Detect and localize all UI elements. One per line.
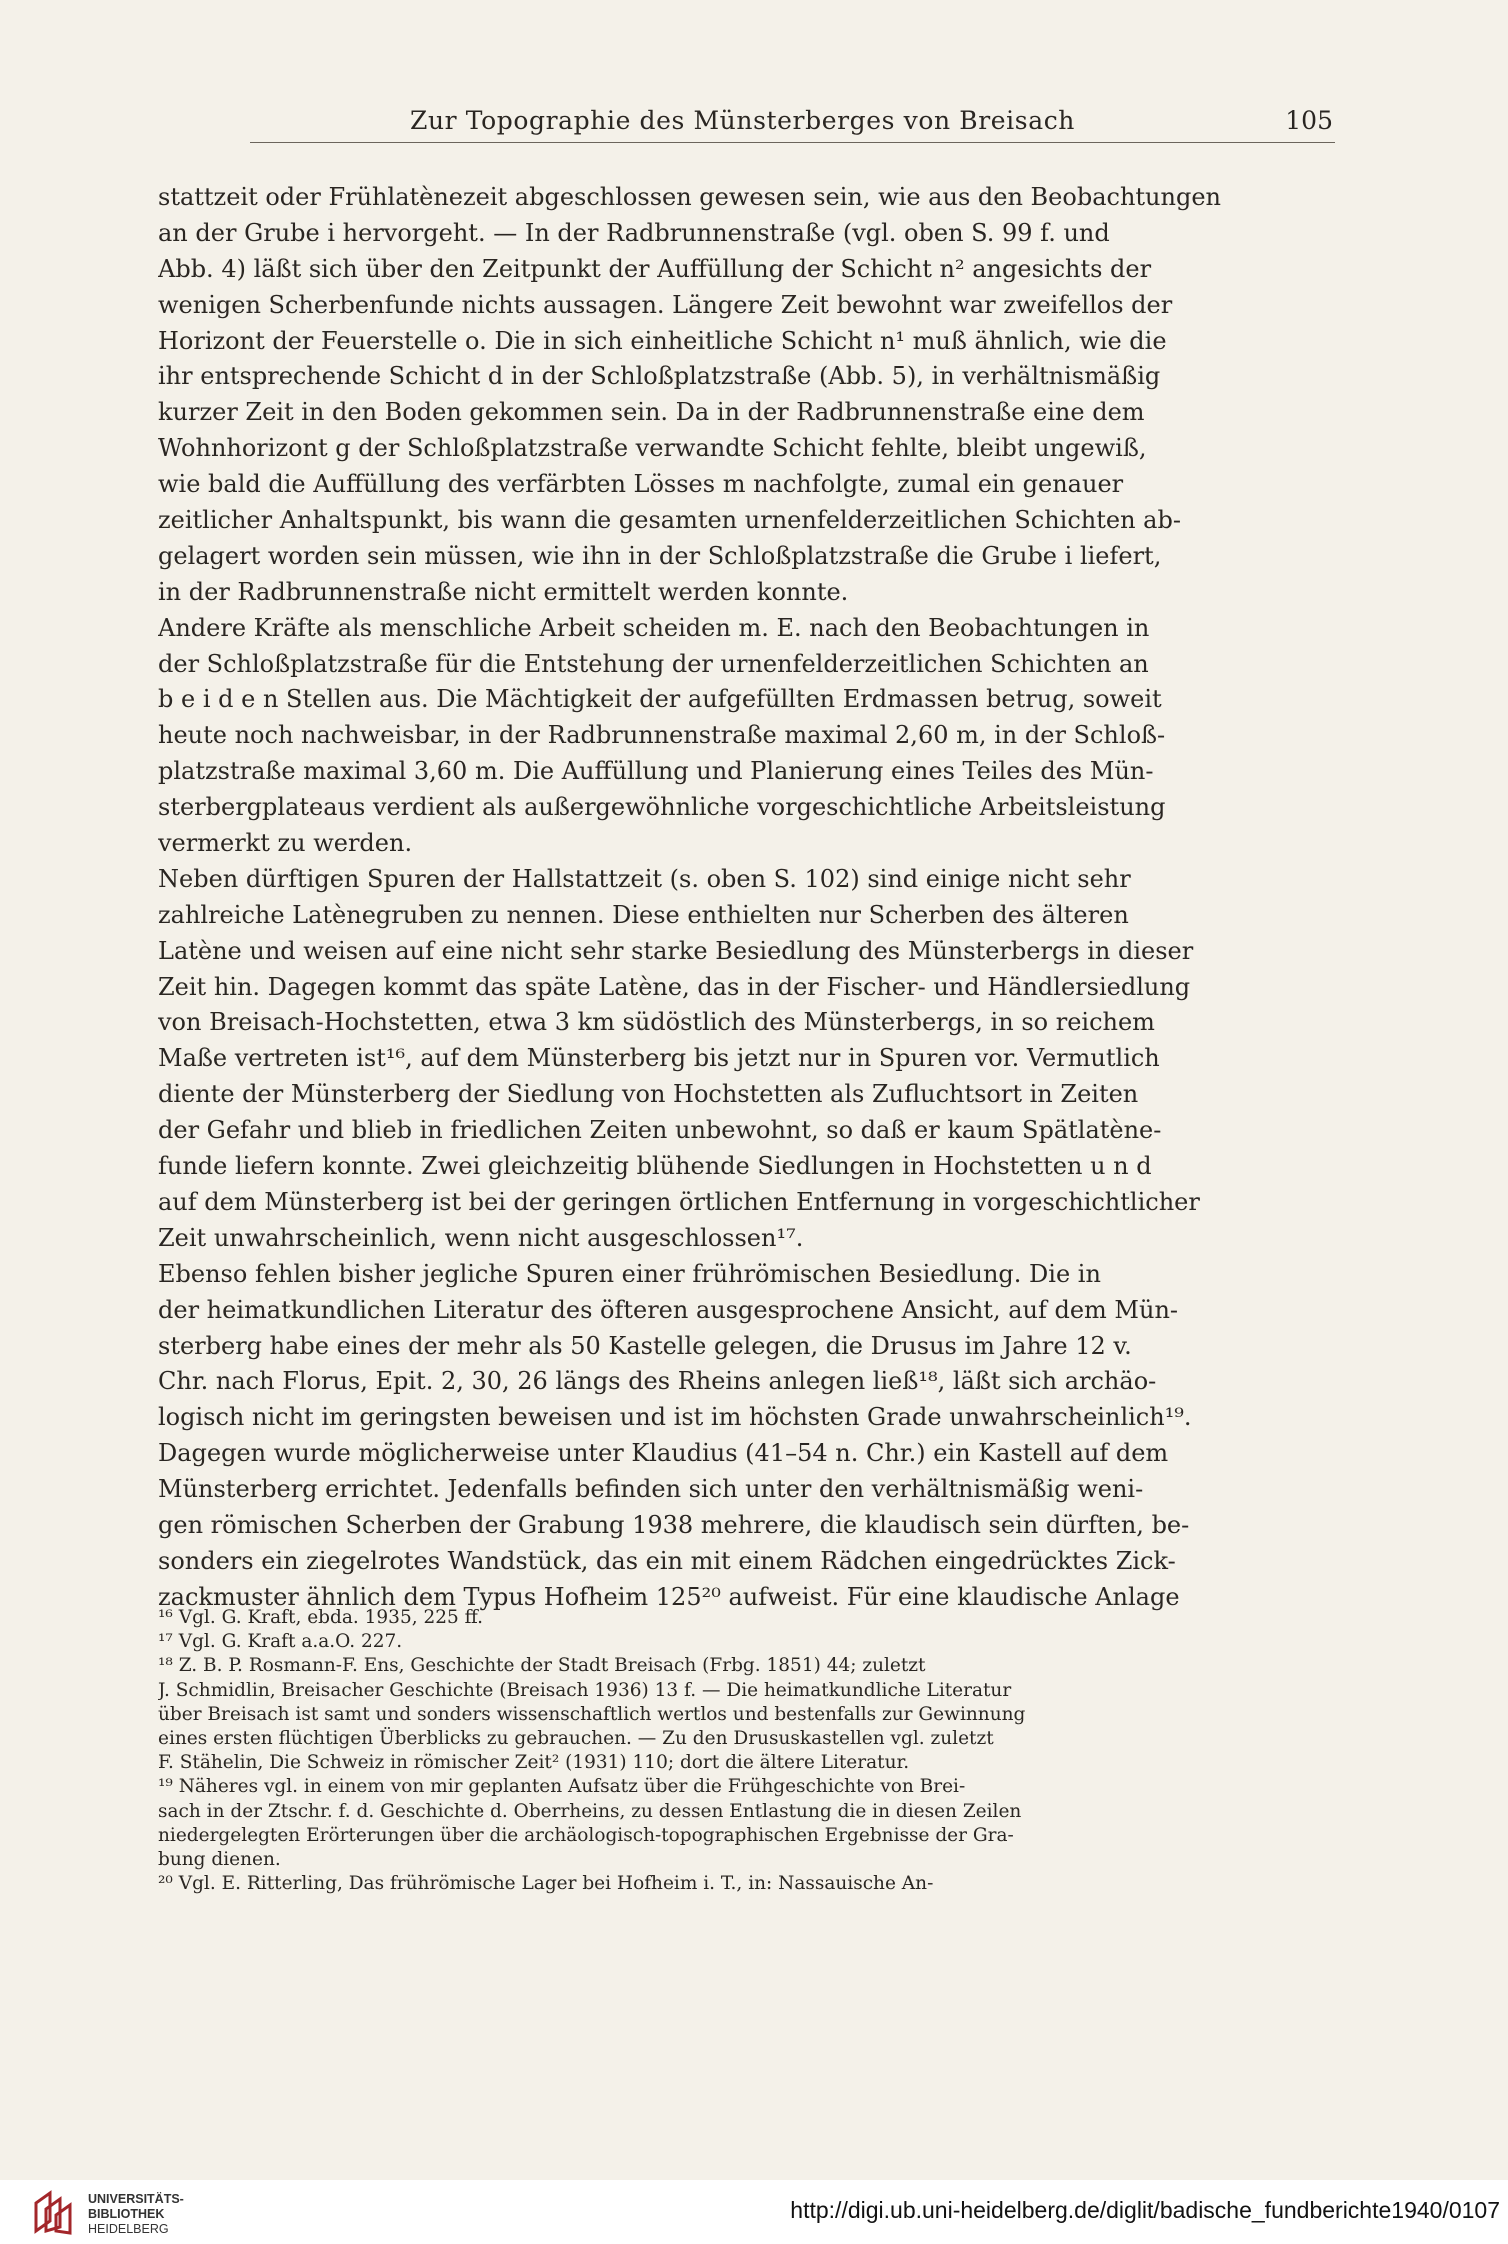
text-line: an der Grube i hervorgeht. — In der Radbrunnenstraße (vgl. oben S. 99 f. und (158, 218, 1110, 247)
source-url-link[interactable]: http://digi.ub.uni-heidelberg.de/diglit/badische_fundberichte1940/0107 (790, 2197, 1500, 2223)
footnote-line: J. Schmidlin, Breisacher Geschichte (Breisach 1936) 13 f. — Die heimatkundliche Literatur (158, 1679, 1012, 1701)
text-line: ihr entsprechende Schicht d in der Schloßplatzstraße (Abb. 5), in verhältnismäßig (158, 362, 1161, 391)
running-header (250, 102, 1335, 143)
text-line: vermerkt zu werden. (158, 829, 413, 858)
text-line: funde liefern konnte. Zwei gleichzeitig blühende Siedlungen in Hochstetten u n d (158, 1152, 1152, 1181)
text-line: Abb. 4) läßt sich über den Zeitpunkt der Auffüllung der Schicht n² angesichts der (158, 254, 1152, 283)
text-line: in der Radbrunnenstraße nicht ermittelt werden konnte. (158, 577, 849, 606)
text-line: diente der Münsterberg der Siedlung von Hochstetten als Zufluchtsort in Zeiten (158, 1080, 1139, 1109)
footnotes (158, 1606, 1333, 1896)
text-line: Neben dürftigen Spuren der Hallstattzeit (s. oben S. 102) sind einige nicht sehr (158, 864, 1131, 893)
text-line: zahlreiche Latènegruben zu nennen. Diese enthielten nur Scherben des älteren (158, 900, 1129, 929)
text-line: der Schloßplatzstraße für die Entstehung der urnenfelderzeitlichen Schichten an (158, 649, 1149, 678)
text-line: kurzer Zeit in den Boden gekommen sein. Da in der Radbrunnenstraße eine dem (158, 398, 1145, 427)
text-line: Münsterberg errichtet. Jedenfalls befinden sich unter den verhältnismäßig weni- (158, 1475, 1144, 1504)
text-line: sonders ein ziegelrotes Wandstück, das ein mit einem Rädchen eingedrücktes Zick- (158, 1546, 1176, 1575)
running-title: Zur Topographie des Münsterberges von Breisach (410, 106, 1076, 135)
footnote-line: ¹⁶ Vgl. G. Kraft, ebda. 1935, 225 ff. (158, 1607, 484, 1628)
footnote-line: ¹⁷ Vgl. G. Kraft a.a.O. 227. (158, 1631, 403, 1653)
text-line: der Gefahr und blieb in friedlichen Zeiten unbewohnt, so daß er kaum Spätlatène- (158, 1116, 1162, 1145)
text-line: platzstraße maximal 3,60 m. Die Auffüllung und Planierung eines Teiles des Mün- (158, 757, 1154, 786)
text-line: Zeit unwahrscheinlich, wenn nicht ausgeschlossen¹⁷. (158, 1223, 804, 1252)
text-line: heute noch nachweisbar, in der Radbrunnenstraße maximal 2,60 m, in der Schloß- (158, 721, 1166, 750)
footnote-line: ¹⁹ Näheres vgl. in einem von mir geplanten Aufsatz über die Frühgeschichte von Brei- (158, 1776, 966, 1798)
text-line: auf dem Münsterberg ist bei der geringen örtlichen Entfernung in vorgeschichtlicher (158, 1187, 1200, 1216)
footnote-line: F. Stähelin, Die Schweiz in römischer Zeit² (1931) 110; dort die ältere Literatur. (158, 1752, 910, 1774)
text-line: Wohnhorizont g der Schloßplatzstraße verwandte Schicht fehlte, bleibt ungewiß, (158, 434, 1147, 463)
text-line: wie bald die Auffüllung des verfärbten Lösses m nachfolgte, zumal ein genauer (158, 470, 1124, 499)
library-name-line-1: UNIVERSITÄTS- (88, 2192, 184, 2206)
footnote-line: bung dienen. (158, 1848, 281, 1870)
text-line: Horizont der Feuerstelle o. Die in sich einheitliche Schicht n¹ muß ähnlich, wie die (158, 326, 1167, 355)
footnote-line: sach in der Ztschr. f. d. Geschichte d. Oberrheins, zu dessen Entlastung die in diesen Zeilen (158, 1800, 1022, 1822)
text-line: Latène und weisen auf eine nicht sehr starke Besiedlung des Münsterbergs in dieser (158, 936, 1194, 965)
page-number: 105 (1285, 106, 1333, 135)
text-line: b e i d e n Stellen aus. Die Mächtigkeit der aufgefüllten Erdmassen betrug, soweit (158, 685, 1162, 714)
text-line: Andere Kräfte als menschliche Arbeit scheiden m. E. nach den Beobachtungen in (158, 613, 1150, 642)
library-logo-icon (30, 2189, 78, 2237)
text-line: wenigen Scherbenfunde nichts aussagen. Längere Zeit bewohnt war zweifellos der (158, 290, 1173, 319)
text-line: von Breisach-Hochstetten, etwa 3 km südöstlich des Münsterbergs, in so reichem (158, 1008, 1155, 1037)
text-line: Maße vertreten ist¹⁶, auf dem Münsterberg bis jetzt nur in Spuren vor. Vermutlich (158, 1044, 1160, 1073)
library-name-line-2: BIBLIOTHEK (88, 2207, 165, 2221)
text-line: gen römischen Scherben der Grabung 1938 mehrere, die klaudisch sein dürften, be- (158, 1510, 1190, 1539)
footnote-line: eines ersten flüchtigen Überblicks zu gebrauchen. — Zu den Drususkastellen vgl. zuletzt (158, 1727, 994, 1749)
footnote-line: über Breisach ist samt und sonders wissenschaftlich wertlos und bestenfalls zur Gewinnung (158, 1703, 1026, 1725)
text-line: logisch nicht im geringsten beweisen und ist im höchsten Grade unwahrscheinlich¹⁹. (158, 1403, 1192, 1432)
text-line: Dagegen wurde möglicherweise unter Klaudius (41–54 n. Chr.) ein Kastell auf dem (158, 1439, 1169, 1468)
library-name-line-3: HEIDELBERG (88, 2222, 169, 2236)
text-line: der heimatkundlichen Literatur des öfteren ausgesprochene Ansicht, auf dem Mün- (158, 1295, 1179, 1324)
text-line: sterbergplateaus verdient als außergewöhnliche vorgeschichtliche Arbeitsleistung (158, 793, 1166, 822)
text-line: zeitlicher Anhaltspunkt, bis wann die gesamten urnenfelderzeitlichen Schichten ab- (158, 506, 1181, 535)
text-line: Zeit hin. Dagegen kommt das späte Latène, das in der Fischer- und Händlersiedlung (158, 972, 1191, 1001)
footnote-line: ²⁰ Vgl. E. Ritterling, Das frührömische Lager bei Hofheim i. T., in: Nassauische An- (158, 1873, 934, 1895)
main-text (158, 180, 1333, 1616)
footnote-line: niedergelegten Erörterungen über die archäologisch-topographischen Ergebnisse der Gra- (158, 1824, 1014, 1846)
text-line: Chr. nach Florus, Epit. 2, 30, 26 längs des Rheins anlegen ließ¹⁸, läßt sich archäo- (158, 1367, 1157, 1396)
footnote-line: ¹⁸ Z. B. P. Rosmann-F. Ens, Geschichte der Stadt Breisach (Frbg. 1851) 44; zuletzt (158, 1655, 926, 1677)
library-name (88, 2192, 184, 2237)
text-line: zackmuster ähnlich dem Typus Hofheim 125²⁰ aufweist. Für eine klaudische Anlage (158, 1582, 1180, 1611)
text-line: sterberg habe eines der mehr als 50 Kastelle gelegen, die Drusus im Jahre 12 v. (158, 1331, 1132, 1360)
text-line: gelagert worden sein müssen, wie ihn in der Schloßplatzstraße die Grube i liefert, (158, 541, 1162, 570)
text-line: Ebenso fehlen bisher jegliche Spuren einer frührömischen Besiedlung. Die in (158, 1259, 1101, 1288)
text-line: stattzeit oder Frühlatènezeit abgeschlossen gewesen sein, wie aus den Beobachtungen (158, 183, 1221, 211)
